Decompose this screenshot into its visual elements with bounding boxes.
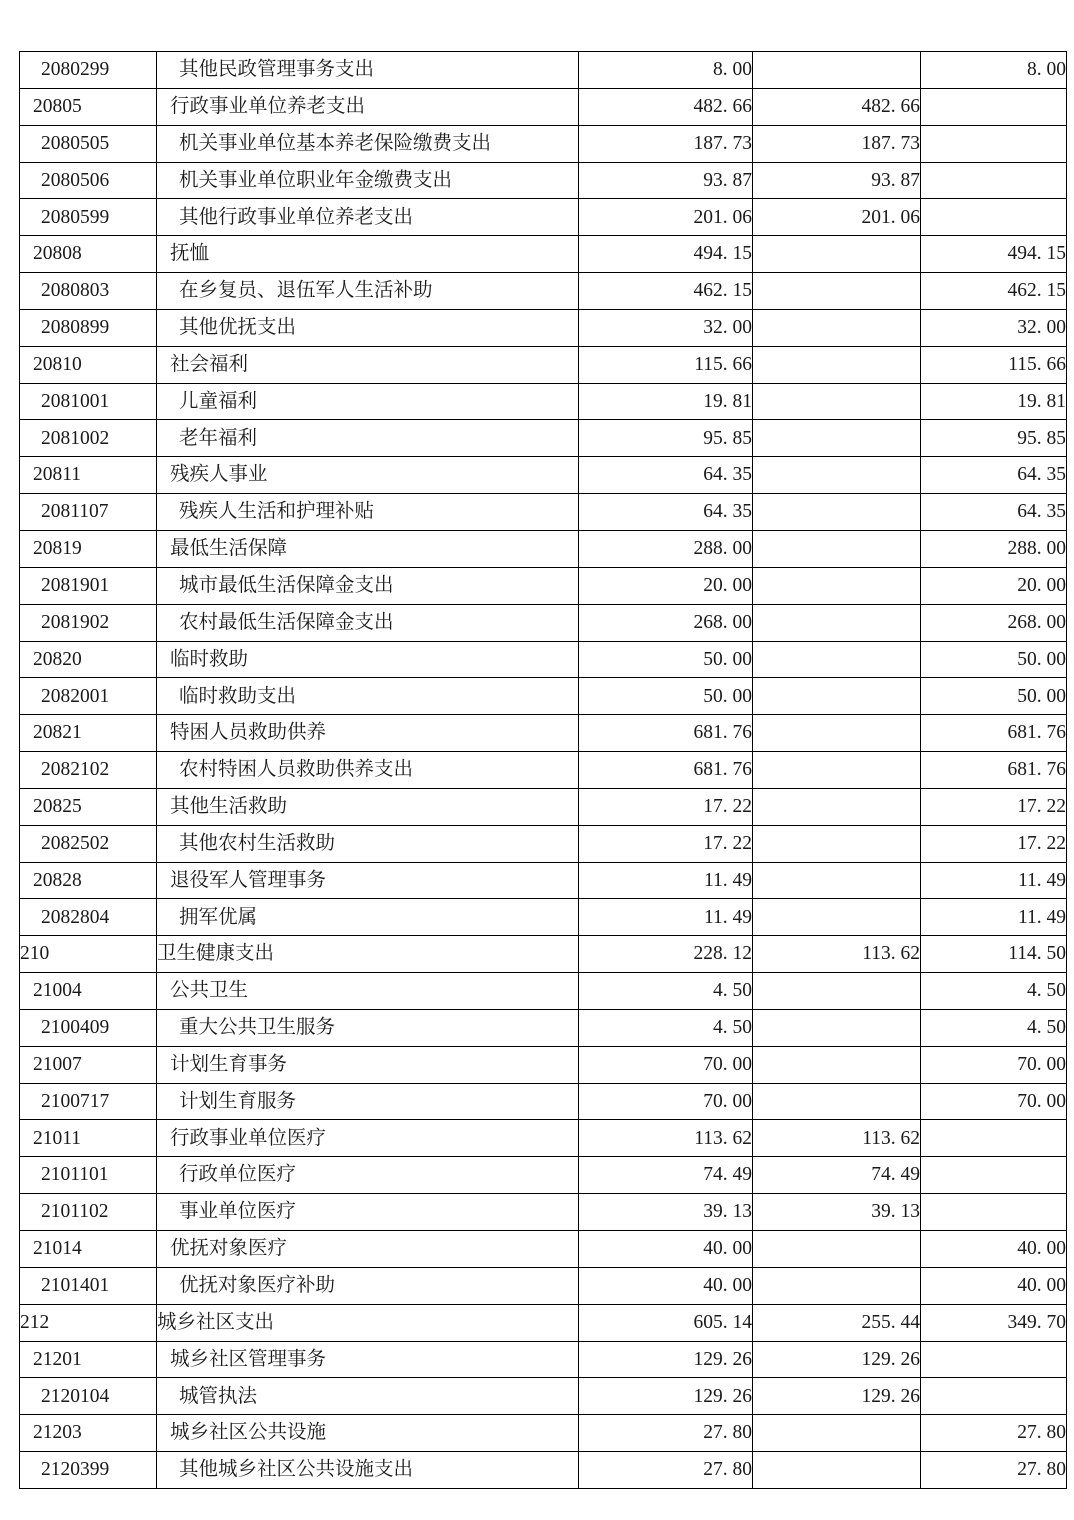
table-row — [20, 1378, 1067, 1415]
table-row — [20, 1009, 1067, 1046]
row-name-cell: 城乡社区公共设施 — [157, 1415, 579, 1452]
row-amount-col3-cell: 50. 00 — [921, 641, 1067, 678]
row-code-cell: 210 — [20, 936, 157, 973]
row-amount-total-cell: 64. 35 — [579, 457, 753, 494]
row-amount-col3-cell: 40. 00 — [921, 1267, 1067, 1304]
row-code-cell: 20819 — [20, 530, 157, 567]
row-amount-col3-cell: 349. 70 — [921, 1304, 1067, 1341]
row-code-cell: 2082001 — [20, 678, 157, 715]
row-amount-total-cell: 681. 76 — [579, 715, 753, 752]
budget-table — [19, 51, 1067, 1489]
row-amount-col2-cell: 113. 62 — [753, 936, 921, 973]
row-amount-total-cell: 11. 49 — [579, 862, 753, 899]
row-amount-total-cell: 39. 13 — [579, 1194, 753, 1231]
row-code-cell: 21014 — [20, 1231, 157, 1268]
row-amount-col2-cell — [753, 752, 921, 789]
row-amount-total-cell: 50. 00 — [579, 678, 753, 715]
row-code-cell: 20805 — [20, 88, 157, 125]
table-row — [20, 825, 1067, 862]
row-code-cell: 2081002 — [20, 420, 157, 457]
row-name-cell: 农村特困人员救助供养支出 — [157, 752, 579, 789]
row-amount-col3-cell — [921, 125, 1067, 162]
row-amount-col2-cell — [753, 1009, 921, 1046]
table-row — [20, 899, 1067, 936]
row-amount-col2-cell — [753, 457, 921, 494]
table-row — [20, 1157, 1067, 1194]
row-amount-col3-cell: 27. 80 — [921, 1415, 1067, 1452]
row-amount-col3-cell: 27. 80 — [921, 1452, 1067, 1489]
row-code-cell: 20828 — [20, 862, 157, 899]
row-amount-col2-cell — [753, 641, 921, 678]
row-code-cell: 20810 — [20, 346, 157, 383]
row-amount-col2-cell — [753, 1046, 921, 1083]
row-amount-col2-cell: 39. 13 — [753, 1194, 921, 1231]
row-amount-col3-cell: 681. 76 — [921, 715, 1067, 752]
row-amount-col2-cell — [753, 383, 921, 420]
row-code-cell: 2101102 — [20, 1194, 157, 1231]
row-amount-col2-cell — [753, 825, 921, 862]
row-amount-col2-cell — [753, 604, 921, 641]
row-name-cell: 行政事业单位养老支出 — [157, 88, 579, 125]
row-name-cell: 计划生育事务 — [157, 1046, 579, 1083]
table-row — [20, 383, 1067, 420]
row-amount-total-cell: 95. 85 — [579, 420, 753, 457]
row-amount-col2-cell — [753, 420, 921, 457]
row-code-cell: 2080803 — [20, 273, 157, 310]
row-amount-total-cell: 4. 50 — [579, 973, 753, 1010]
table-row — [20, 346, 1067, 383]
table-row — [20, 1304, 1067, 1341]
row-amount-total-cell: 70. 00 — [579, 1083, 753, 1120]
row-amount-col2-cell — [753, 788, 921, 825]
row-name-cell: 在乡复员、退伍军人生活补助 — [157, 273, 579, 310]
row-amount-total-cell: 462. 15 — [579, 273, 753, 310]
row-amount-col2-cell — [753, 678, 921, 715]
row-amount-col3-cell: 681. 76 — [921, 752, 1067, 789]
table-row — [20, 862, 1067, 899]
row-amount-col3-cell — [921, 1378, 1067, 1415]
row-amount-total-cell: 494. 15 — [579, 236, 753, 273]
table-row — [20, 641, 1067, 678]
row-amount-col2-cell — [753, 1415, 921, 1452]
table-row — [20, 273, 1067, 310]
row-amount-col3-cell: 40. 00 — [921, 1231, 1067, 1268]
table-row — [20, 678, 1067, 715]
row-name-cell: 城乡社区支出 — [157, 1304, 579, 1341]
row-amount-col3-cell: 11. 49 — [921, 862, 1067, 899]
table-row — [20, 309, 1067, 346]
row-amount-total-cell: 64. 35 — [579, 494, 753, 531]
row-code-cell: 21011 — [20, 1120, 157, 1157]
row-amount-total-cell: 8. 00 — [579, 52, 753, 89]
row-code-cell: 2101401 — [20, 1267, 157, 1304]
row-amount-col3-cell: 115. 66 — [921, 346, 1067, 383]
row-amount-total-cell: 482. 66 — [579, 88, 753, 125]
row-amount-col3-cell: 8. 00 — [921, 52, 1067, 89]
row-amount-total-cell: 228. 12 — [579, 936, 753, 973]
row-name-cell: 临时救助支出 — [157, 678, 579, 715]
row-amount-total-cell: 20. 00 — [579, 567, 753, 604]
row-amount-col3-cell: 4. 50 — [921, 1009, 1067, 1046]
row-amount-col3-cell: 4. 50 — [921, 973, 1067, 1010]
row-code-cell: 2081901 — [20, 567, 157, 604]
row-name-cell: 行政事业单位医疗 — [157, 1120, 579, 1157]
row-code-cell: 2080299 — [20, 52, 157, 89]
row-code-cell: 2080599 — [20, 199, 157, 236]
row-amount-total-cell: 201. 06 — [579, 199, 753, 236]
row-amount-col3-cell — [921, 1194, 1067, 1231]
table-row — [20, 236, 1067, 273]
table-row — [20, 973, 1067, 1010]
row-amount-total-cell: 17. 22 — [579, 788, 753, 825]
row-amount-total-cell: 17. 22 — [579, 825, 753, 862]
row-amount-col3-cell: 70. 00 — [921, 1083, 1067, 1120]
row-amount-total-cell: 11. 49 — [579, 899, 753, 936]
row-name-cell: 儿童福利 — [157, 383, 579, 420]
row-name-cell: 退役军人管理事务 — [157, 862, 579, 899]
row-code-cell: 20821 — [20, 715, 157, 752]
row-name-cell: 优抚对象医疗 — [157, 1231, 579, 1268]
row-amount-col2-cell: 113. 62 — [753, 1120, 921, 1157]
row-amount-col3-cell: 20. 00 — [921, 567, 1067, 604]
row-amount-col3-cell — [921, 1341, 1067, 1378]
row-name-cell: 社会福利 — [157, 346, 579, 383]
row-code-cell: 20825 — [20, 788, 157, 825]
row-amount-col2-cell — [753, 1267, 921, 1304]
row-name-cell: 拥军优属 — [157, 899, 579, 936]
table-row — [20, 715, 1067, 752]
row-name-cell: 最低生活保障 — [157, 530, 579, 567]
row-amount-col3-cell — [921, 1120, 1067, 1157]
row-amount-col3-cell: 11. 49 — [921, 899, 1067, 936]
row-code-cell: 2081001 — [20, 383, 157, 420]
row-amount-col2-cell: 482. 66 — [753, 88, 921, 125]
row-amount-total-cell: 681. 76 — [579, 752, 753, 789]
table-row — [20, 1267, 1067, 1304]
row-amount-col3-cell: 288. 00 — [921, 530, 1067, 567]
row-code-cell: 212 — [20, 1304, 157, 1341]
table-row — [20, 125, 1067, 162]
row-name-cell: 城管执法 — [157, 1378, 579, 1415]
row-amount-col3-cell — [921, 88, 1067, 125]
row-name-cell: 老年福利 — [157, 420, 579, 457]
row-amount-col2-cell — [753, 1083, 921, 1120]
row-code-cell: 2082804 — [20, 899, 157, 936]
row-code-cell: 2081902 — [20, 604, 157, 641]
row-amount-col2-cell: 129. 26 — [753, 1378, 921, 1415]
row-name-cell: 其他生活救助 — [157, 788, 579, 825]
table-row — [20, 1083, 1067, 1120]
table-row — [20, 530, 1067, 567]
row-code-cell: 2080899 — [20, 309, 157, 346]
row-name-cell: 其他农村生活救助 — [157, 825, 579, 862]
row-code-cell: 21007 — [20, 1046, 157, 1083]
row-amount-col2-cell: 129. 26 — [753, 1341, 921, 1378]
row-amount-col2-cell — [753, 346, 921, 383]
row-code-cell: 2080506 — [20, 162, 157, 199]
table-row — [20, 199, 1067, 236]
row-amount-col2-cell — [753, 309, 921, 346]
row-amount-total-cell: 32. 00 — [579, 309, 753, 346]
row-amount-col3-cell: 95. 85 — [921, 420, 1067, 457]
row-code-cell: 20811 — [20, 457, 157, 494]
row-code-cell: 2100409 — [20, 1009, 157, 1046]
row-amount-total-cell: 4. 50 — [579, 1009, 753, 1046]
table-row — [20, 567, 1067, 604]
row-amount-col3-cell — [921, 162, 1067, 199]
row-amount-total-cell: 40. 00 — [579, 1231, 753, 1268]
row-amount-total-cell: 74. 49 — [579, 1157, 753, 1194]
table-row — [20, 1231, 1067, 1268]
row-name-cell: 特困人员救助供养 — [157, 715, 579, 752]
row-name-cell: 重大公共卫生服务 — [157, 1009, 579, 1046]
row-code-cell: 20808 — [20, 236, 157, 273]
row-amount-total-cell: 19. 81 — [579, 383, 753, 420]
row-name-cell: 其他民政管理事务支出 — [157, 52, 579, 89]
table-row — [20, 788, 1067, 825]
row-amount-col2-cell — [753, 715, 921, 752]
table-row — [20, 457, 1067, 494]
row-amount-col2-cell — [753, 899, 921, 936]
table-row — [20, 1415, 1067, 1452]
budget-table-container — [19, 51, 1066, 1489]
row-amount-col3-cell: 64. 35 — [921, 457, 1067, 494]
budget-table-body — [20, 52, 1067, 1489]
row-amount-total-cell: 288. 00 — [579, 530, 753, 567]
row-amount-total-cell: 70. 00 — [579, 1046, 753, 1083]
row-amount-col2-cell — [753, 236, 921, 273]
row-amount-col3-cell — [921, 1157, 1067, 1194]
row-amount-total-cell: 27. 80 — [579, 1415, 753, 1452]
row-amount-col3-cell — [921, 199, 1067, 236]
row-amount-total-cell: 115. 66 — [579, 346, 753, 383]
row-amount-col3-cell: 494. 15 — [921, 236, 1067, 273]
row-code-cell: 21201 — [20, 1341, 157, 1378]
table-row — [20, 162, 1067, 199]
row-amount-col2-cell — [753, 1231, 921, 1268]
row-amount-col3-cell: 17. 22 — [921, 825, 1067, 862]
table-row — [20, 1341, 1067, 1378]
row-name-cell: 城市最低生活保障金支出 — [157, 567, 579, 604]
table-row — [20, 604, 1067, 641]
row-amount-col2-cell — [753, 494, 921, 531]
row-name-cell: 机关事业单位基本养老保险缴费支出 — [157, 125, 579, 162]
row-code-cell: 2081107 — [20, 494, 157, 531]
row-name-cell: 事业单位医疗 — [157, 1194, 579, 1231]
row-amount-col3-cell: 462. 15 — [921, 273, 1067, 310]
table-row — [20, 752, 1067, 789]
row-amount-col3-cell: 32. 00 — [921, 309, 1067, 346]
row-code-cell: 21203 — [20, 1415, 157, 1452]
row-amount-col2-cell: 201. 06 — [753, 199, 921, 236]
row-name-cell: 优抚对象医疗补助 — [157, 1267, 579, 1304]
table-row — [20, 494, 1067, 531]
row-amount-total-cell: 50. 00 — [579, 641, 753, 678]
row-code-cell: 21004 — [20, 973, 157, 1010]
row-amount-total-cell: 40. 00 — [579, 1267, 753, 1304]
row-amount-total-cell: 187. 73 — [579, 125, 753, 162]
table-row — [20, 88, 1067, 125]
row-name-cell: 残疾人事业 — [157, 457, 579, 494]
row-amount-col3-cell: 268. 00 — [921, 604, 1067, 641]
table-row — [20, 52, 1067, 89]
row-name-cell: 临时救助 — [157, 641, 579, 678]
row-amount-total-cell: 129. 26 — [579, 1378, 753, 1415]
table-row — [20, 1046, 1067, 1083]
row-amount-col3-cell: 70. 00 — [921, 1046, 1067, 1083]
row-name-cell: 城乡社区管理事务 — [157, 1341, 579, 1378]
row-name-cell: 公共卫生 — [157, 973, 579, 1010]
row-name-cell: 抚恤 — [157, 236, 579, 273]
table-row — [20, 1452, 1067, 1489]
row-amount-col2-cell: 74. 49 — [753, 1157, 921, 1194]
row-amount-col3-cell: 64. 35 — [921, 494, 1067, 531]
table-row — [20, 1194, 1067, 1231]
row-amount-col2-cell — [753, 973, 921, 1010]
row-name-cell: 残疾人生活和护理补贴 — [157, 494, 579, 531]
row-code-cell: 2100717 — [20, 1083, 157, 1120]
row-code-cell: 2082102 — [20, 752, 157, 789]
row-code-cell: 2082502 — [20, 825, 157, 862]
row-amount-col3-cell: 114. 50 — [921, 936, 1067, 973]
table-row — [20, 936, 1067, 973]
row-amount-col2-cell — [753, 1452, 921, 1489]
row-amount-col2-cell: 255. 44 — [753, 1304, 921, 1341]
row-amount-col2-cell — [753, 862, 921, 899]
row-amount-col2-cell — [753, 530, 921, 567]
row-name-cell: 卫生健康支出 — [157, 936, 579, 973]
table-row — [20, 420, 1067, 457]
row-amount-total-cell: 113. 62 — [579, 1120, 753, 1157]
table-row — [20, 1120, 1067, 1157]
row-amount-col3-cell: 19. 81 — [921, 383, 1067, 420]
row-amount-col2-cell: 187. 73 — [753, 125, 921, 162]
row-amount-total-cell: 27. 80 — [579, 1452, 753, 1489]
row-code-cell: 2101101 — [20, 1157, 157, 1194]
row-amount-total-cell: 605. 14 — [579, 1304, 753, 1341]
row-code-cell: 2080505 — [20, 125, 157, 162]
row-name-cell: 计划生育服务 — [157, 1083, 579, 1120]
row-amount-col2-cell: 93. 87 — [753, 162, 921, 199]
row-name-cell: 其他行政事业单位养老支出 — [157, 199, 579, 236]
row-amount-total-cell: 268. 00 — [579, 604, 753, 641]
row-name-cell: 其他城乡社区公共设施支出 — [157, 1452, 579, 1489]
row-amount-col2-cell — [753, 273, 921, 310]
row-code-cell: 2120104 — [20, 1378, 157, 1415]
row-amount-total-cell: 93. 87 — [579, 162, 753, 199]
row-amount-col2-cell — [753, 52, 921, 89]
row-amount-col3-cell: 17. 22 — [921, 788, 1067, 825]
row-amount-total-cell: 129. 26 — [579, 1341, 753, 1378]
row-name-cell: 行政单位医疗 — [157, 1157, 579, 1194]
row-amount-col2-cell — [753, 567, 921, 604]
row-code-cell: 20820 — [20, 641, 157, 678]
row-name-cell: 农村最低生活保障金支出 — [157, 604, 579, 641]
row-name-cell: 其他优抚支出 — [157, 309, 579, 346]
row-amount-col3-cell: 50. 00 — [921, 678, 1067, 715]
row-name-cell: 机关事业单位职业年金缴费支出 — [157, 162, 579, 199]
row-code-cell: 2120399 — [20, 1452, 157, 1489]
